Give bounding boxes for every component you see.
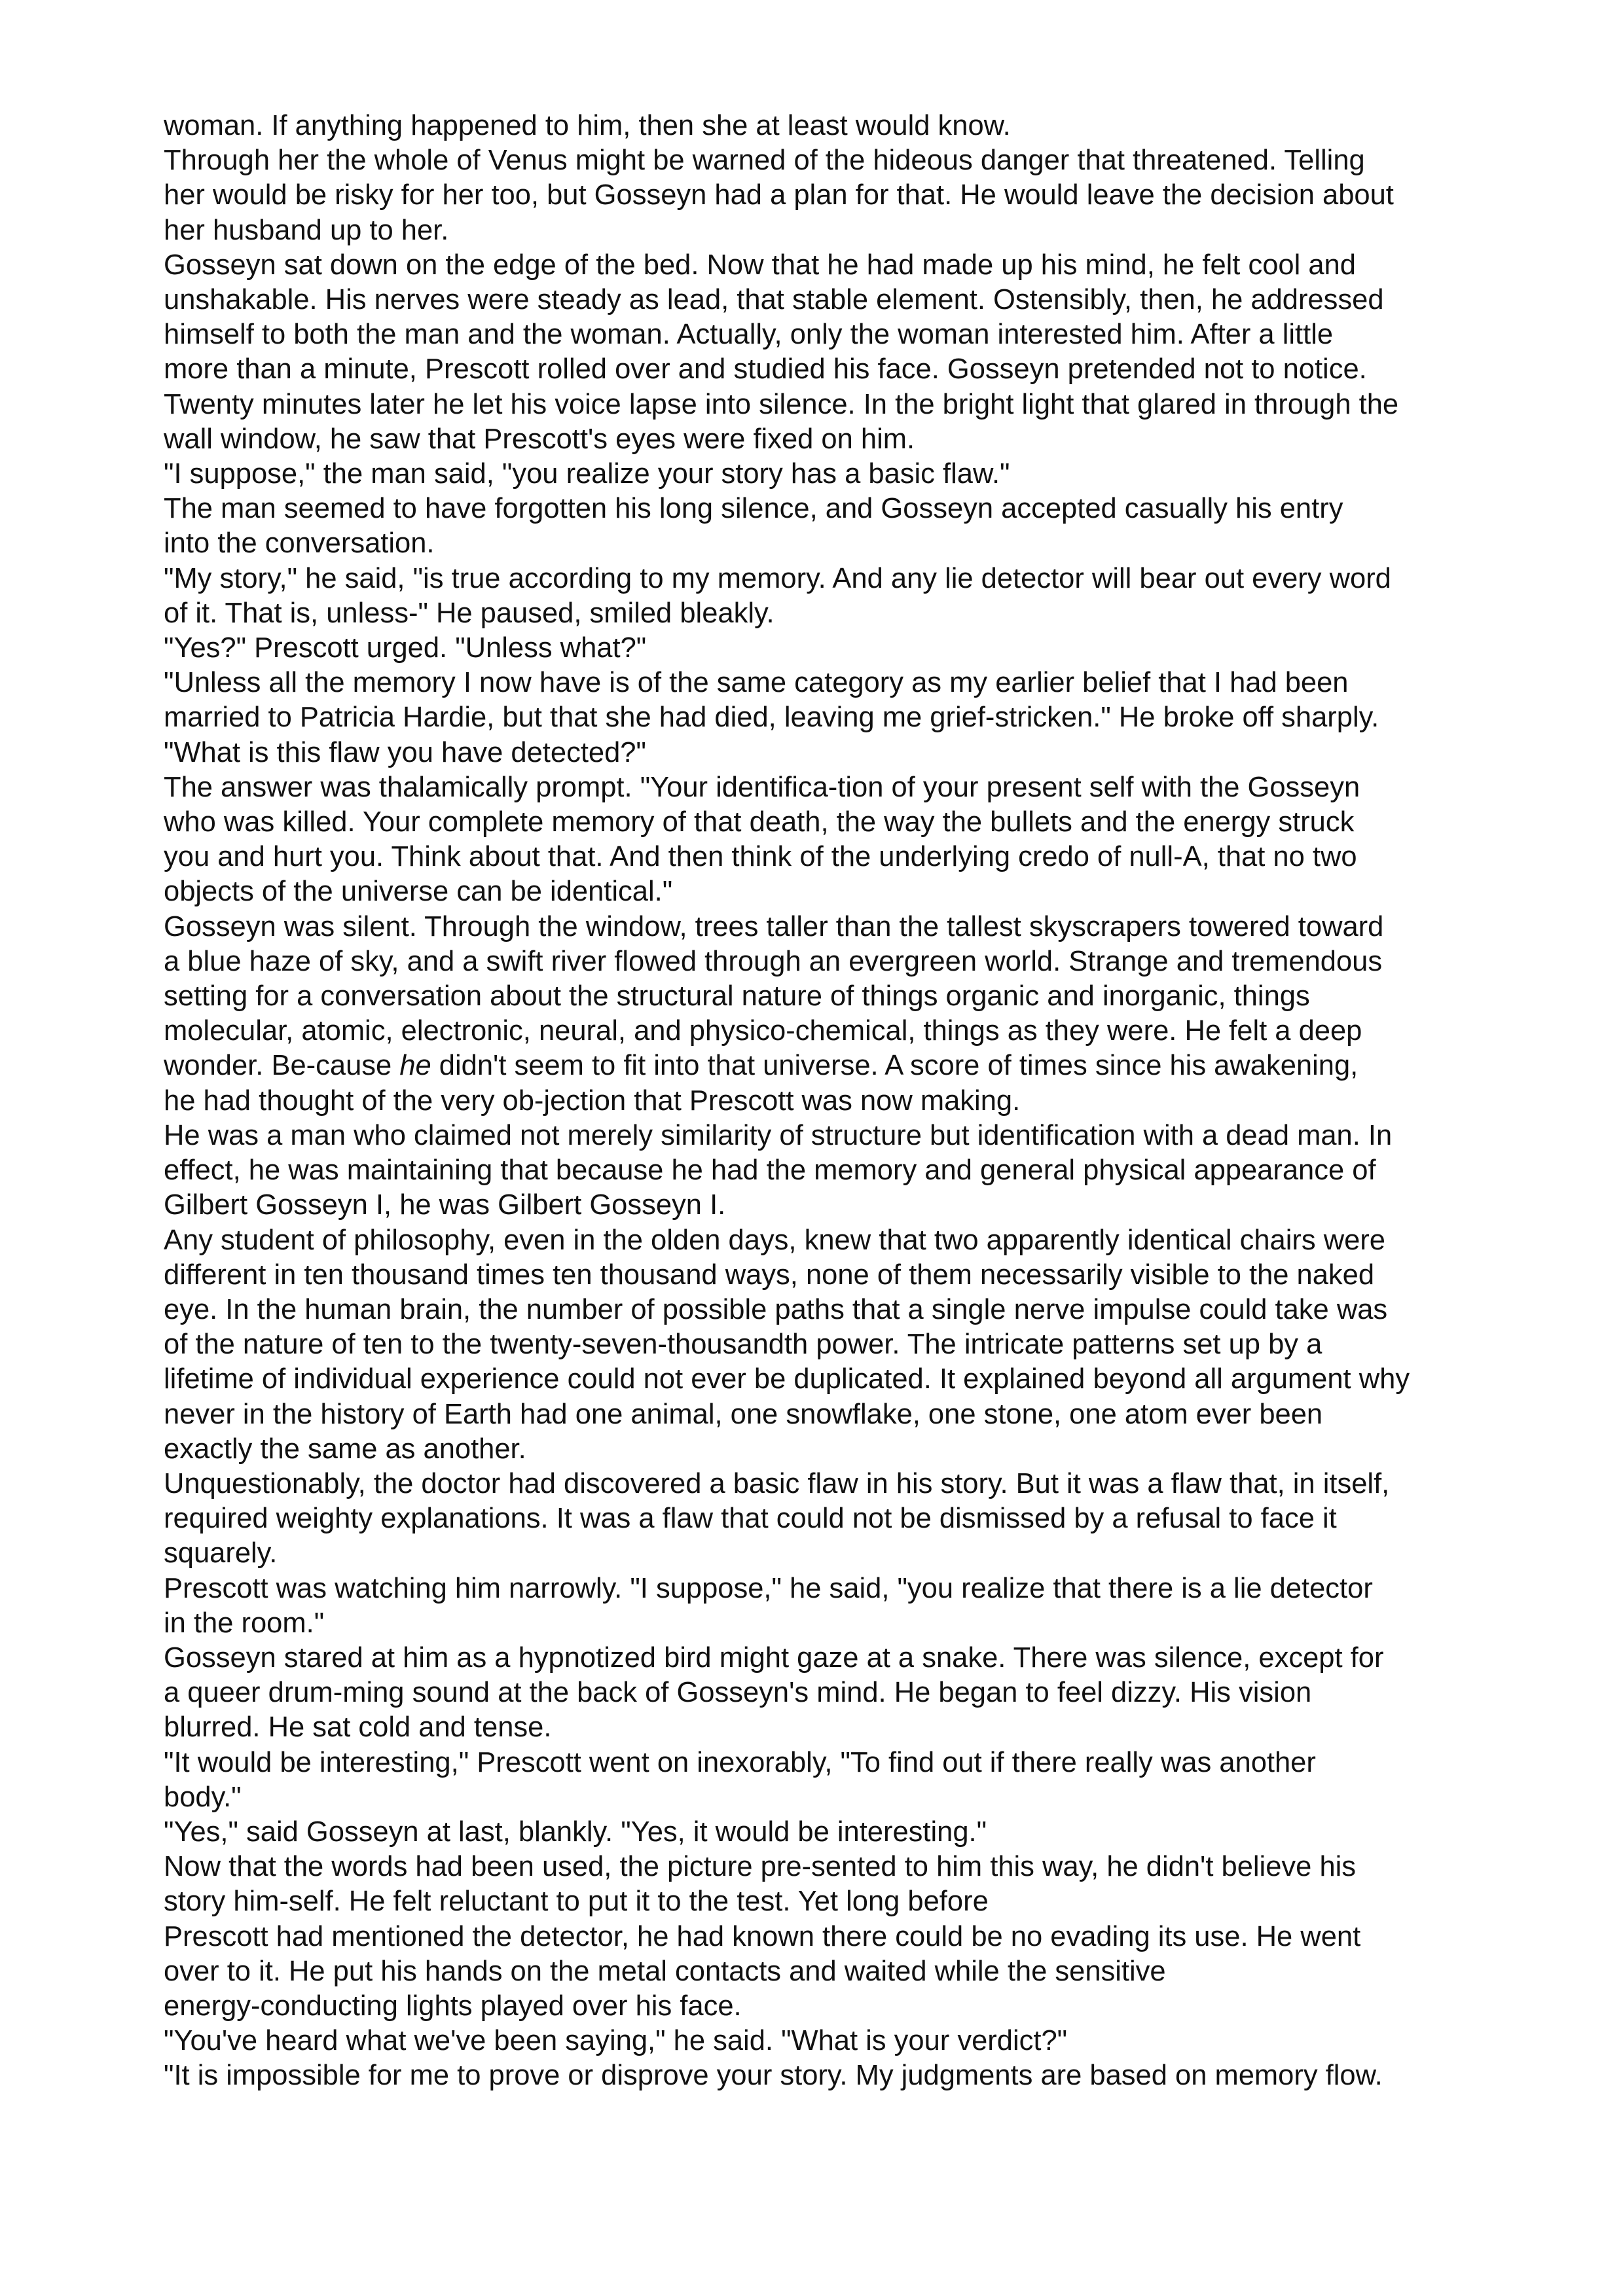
text-line: he had thought of the very ob-jection that Prescott was now making. — [164, 1085, 1021, 1117]
paragraph-4 — [164, 387, 1473, 457]
paragraph-20 — [164, 1920, 1473, 2024]
text-line: squarely. — [164, 1537, 278, 1570]
text-line: her would be risky for her too, but Gosseyn had a plan for that. He would leave the decision about — [164, 179, 1394, 211]
text-line: a blue haze of sky, and a swift river flowed through an evergreen world. Strange and tremendous — [164, 945, 1383, 977]
text-line: never in the history of Earth had one animal, one snowflake, one stone, one atom ever been — [164, 1398, 1323, 1430]
text-line: body." — [164, 1781, 242, 1813]
text-line: exactly the same as another. — [164, 1433, 526, 1465]
text-line: Any student of philosophy, even in the olden days, knew that two apparently identical chairs were — [164, 1224, 1385, 1256]
text-line: Gosseyn was silent. Through the window, trees taller than the tallest skyscrapers towered toward — [164, 910, 1384, 942]
document-body — [164, 109, 1473, 2094]
paragraph-6 — [164, 492, 1473, 561]
text-line: Gosseyn sat down on the edge of the bed. Now that he had made up his mind, he felt cool and — [164, 249, 1356, 281]
text-line: married to Patricia Hardie, but that she had died, leaving me grief-stricken." He broke off sharply. — [164, 702, 1379, 734]
text-line: "Yes?" Prescott urged. "Unless what?" — [164, 632, 647, 664]
text-line: Prescott was watching him narrowly. "I suppose," he said, "you realize that there is a lie detector — [164, 1572, 1373, 1604]
text-line: of it. That is, unless-" He paused, smiled bleakly. — [164, 597, 775, 629]
paragraph-17 — [164, 1746, 1473, 1815]
text-line: himself to both the man and the woman. Actually, only the woman interested him. After a little — [164, 319, 1334, 351]
text-line: Gosseyn stared at him as a hypnotized bird might gaze at a snake. There was silence, except for — [164, 1641, 1384, 1674]
paragraph-21 — [164, 2024, 1473, 2058]
text-line: "It would be interesting," Prescott went on inexorably, "To find out if there really was another — [164, 1746, 1316, 1778]
paragraph-3 — [164, 248, 1473, 387]
paragraph-12 — [164, 1119, 1473, 1223]
text-line: Prescott had mentioned the detector, he had known there could be no evading its use. He went — [164, 1920, 1361, 1952]
paragraph-7 — [164, 562, 1473, 631]
text-line: molecular, atomic, electronic, neural, and physico-chemical, things as they were. He felt a deep — [164, 1015, 1362, 1047]
text-segment: wonder. Be-cause — [164, 1050, 400, 1082]
paragraph-16 — [164, 1641, 1473, 1746]
text-line: setting for a conversation about the structural nature of things organic and inorganic, things — [164, 980, 1310, 1013]
text-line: unshakable. His nerves were steady as lead, that stable element. Ostensibly, then, he addressed — [164, 284, 1384, 316]
text-line: you and hurt you. Think about that. And then think of the underlying credo of null-A, that no two — [164, 841, 1357, 873]
text-line: blurred. He sat cold and tense. — [164, 1712, 552, 1744]
text-line: wall window, he saw that Prescott's eyes were fixed on him. — [164, 423, 915, 455]
text-line: objects of the universe can be identical." — [164, 876, 673, 908]
text-line: Now that the words had been used, the picture pre-sented to him this way, he didn't believe his — [164, 1851, 1357, 1883]
italic-word: he — [399, 1050, 431, 1082]
text-line: "Unless all the memory I now have is of the same category as my earlier belief that I had been — [164, 667, 1349, 699]
text-line: her husband up to her. — [164, 214, 449, 246]
text-line: "I suppose," the man said, "you realize your story has a basic flaw." — [164, 458, 1010, 490]
paragraph-8 — [164, 631, 1473, 666]
paragraph-2 — [164, 143, 1473, 248]
text-line: He was a man who claimed not merely similarity of structure but identification with a dead man. In — [164, 1119, 1393, 1151]
text-line: eye. In the human brain, the number of possible paths that a single nerve impulse could take was — [164, 1293, 1388, 1325]
paragraph-1 — [164, 109, 1473, 143]
paragraph-18 — [164, 1815, 1473, 1850]
text-line: "It is impossible for me to prove or disprove your story. My judgments are based on memory flow. — [164, 2060, 1383, 2092]
text-line: Gilbert Gosseyn I, he was Gilbert Gosseyn I. — [164, 1189, 726, 1221]
text-line: a queer drum-ming sound at the back of Gosseyn's mind. He began to feel dizzy. His vision — [164, 1677, 1312, 1709]
paragraph-9 — [164, 666, 1473, 770]
paragraph-5 — [164, 457, 1473, 492]
paragraph-19 — [164, 1850, 1473, 1919]
text-line: who was killed. Your complete memory of that death, the way the bullets and the energy struck — [164, 806, 1355, 838]
text-line: The answer was thalamically prompt. "Your identifica-tion of your present self with the Gosseyn — [164, 771, 1360, 803]
text-line: more than a minute, Prescott rolled over and studied his face. Gosseyn pretended not to notice. — [164, 353, 1367, 386]
text-line: "My story," he said, "is true according to my memory. And any lie detector will bear out every word — [164, 562, 1391, 594]
text-line: of the nature of ten to the twenty-seven-thousandth power. The intricate patterns set up by a — [164, 1329, 1322, 1361]
text-line: effect, he was maintaining that because he had the memory and general physical appearance of — [164, 1155, 1376, 1187]
paragraph-14 — [164, 1467, 1473, 1571]
text-segment: didn't seem to fit into that universe. A score of times since his awakening, — [431, 1050, 1359, 1082]
paragraph-10 — [164, 770, 1473, 910]
text-line: story him-self. He felt reluctant to put it to the test. Yet long before — [164, 1886, 989, 1918]
text-line: Twenty minutes later he let his voice lapse into silence. In the bright light that glared in through the — [164, 388, 1399, 420]
text-line: "Yes," said Gosseyn at last, blankly. "Yes, it would be interesting." — [164, 1816, 987, 1848]
text-line: energy-conducting lights played over his face. — [164, 1990, 742, 2022]
text-line: in the room." — [164, 1607, 325, 1639]
text-line: different in ten thousand times ten thousand ways, none of them necessarily visible to the naked — [164, 1259, 1375, 1291]
text-line: over to it. He put his hands on the metal contacts and waited while the sensitive — [164, 1955, 1166, 1987]
paragraph-13 — [164, 1223, 1473, 1467]
paragraph-22 — [164, 2058, 1473, 2093]
text-line: "What is this flaw you have detected?" — [164, 736, 646, 768]
paragraph-11 — [164, 910, 1473, 1119]
text-line: required weighty explanations. It was a flaw that could not be dismissed by a refusal to face it — [164, 1503, 1337, 1535]
paragraph-15 — [164, 1571, 1473, 1641]
text-line: into the conversation. — [164, 528, 435, 560]
text-line: The man seemed to have forgotten his long silence, and Gosseyn accepted casually his entry — [164, 493, 1343, 525]
text-line: Through her the whole of Venus might be warned of the hideous danger that threatened. Telling — [164, 145, 1365, 177]
text-line: woman. If anything happened to him, then she at least would know. — [164, 110, 1011, 141]
text-line: lifetime of individual experience could not ever be duplicated. It explained beyond all argument why — [164, 1363, 1410, 1395]
text-line: Unquestionably, the doctor had discovered a basic flaw in his story. But it was a flaw that, in itself, — [164, 1467, 1390, 1499]
text-line: "You've heard what we've been saying," he said. "What is your verdict?" — [164, 2025, 1068, 2057]
text-line-with-italic — [164, 1049, 1473, 1083]
